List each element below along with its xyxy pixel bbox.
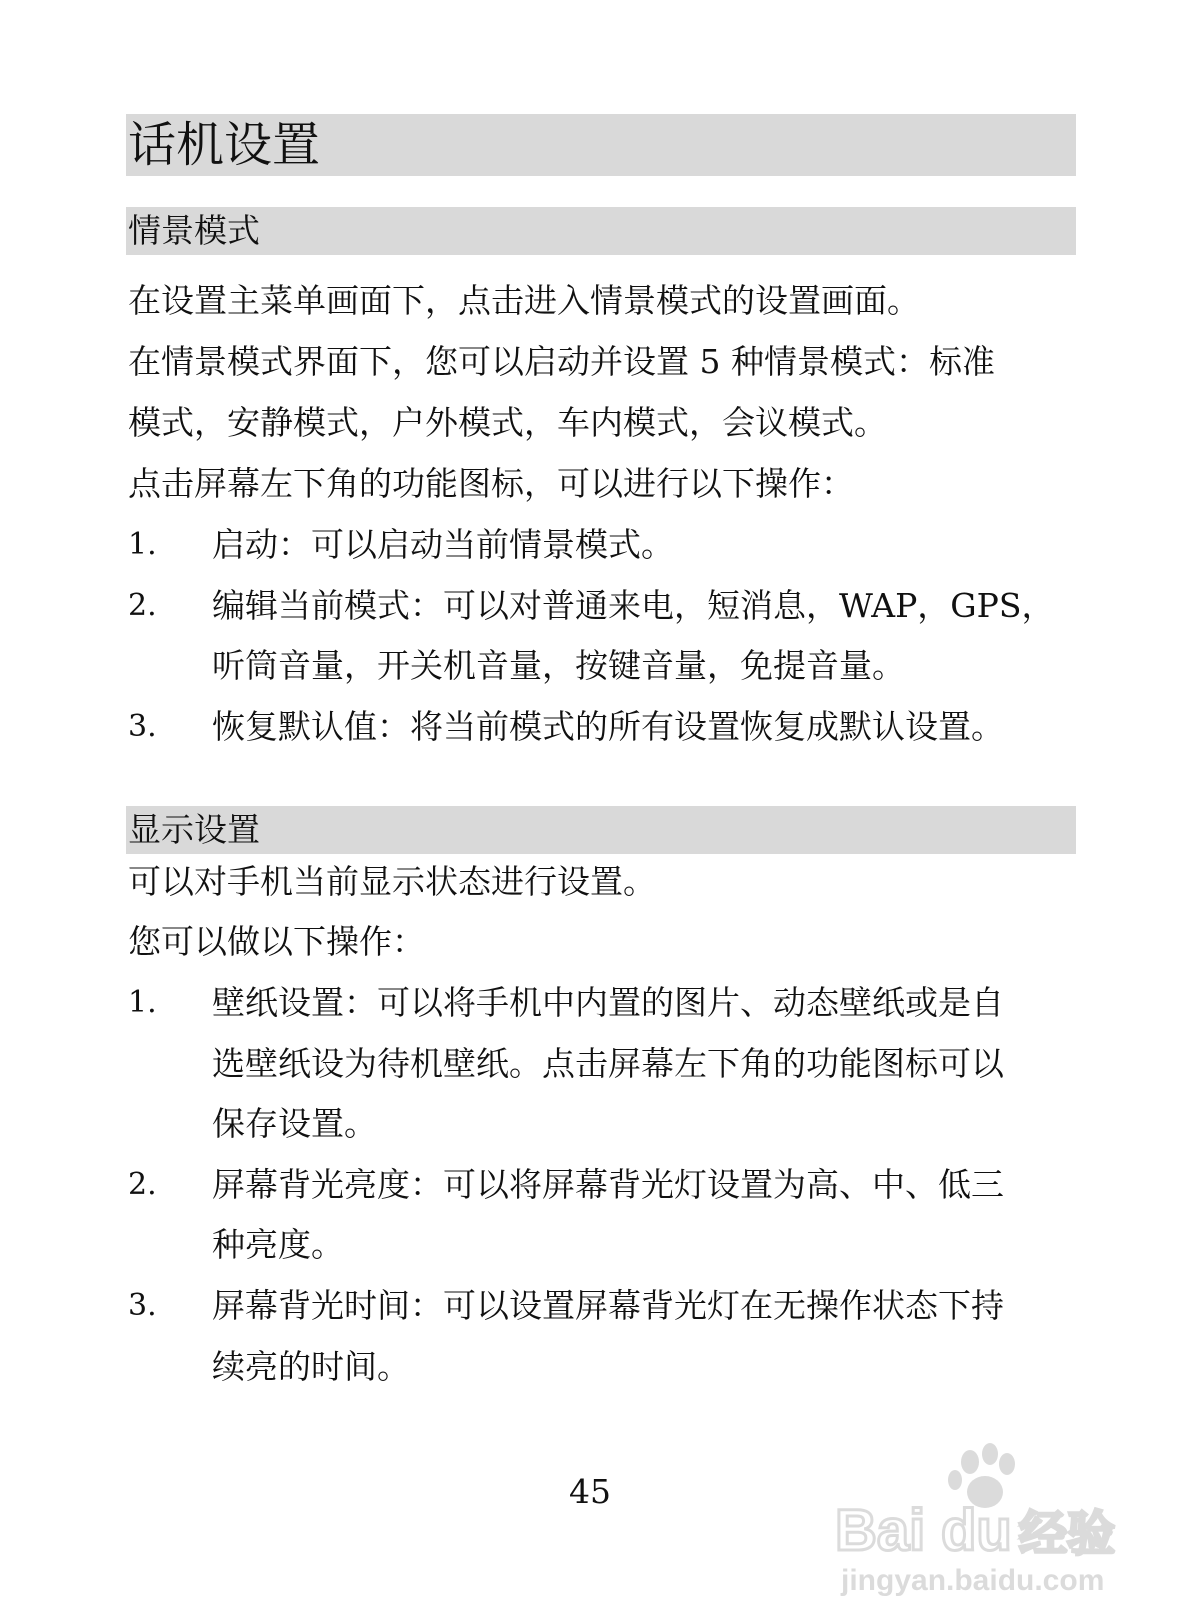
paragraph: 模式，安静模式，户外模式，车内模式，会议模式。 [128,403,887,442]
paragraph: 在情景模式界面下，您可以启动并设置 5 种情景模式：标准 [128,342,995,381]
list-item-text: 恢复默认值：将当前模式的所有设置恢复成默认设置。 [212,707,1004,746]
list-item-text: 续亮的时间。 [212,1347,410,1386]
paragraph: 点击屏幕左下角的功能图标，可以进行以下操作： [128,464,854,503]
list-item-text: 保存设置。 [212,1104,377,1143]
list-item-text: 选壁纸设为待机壁纸。点击屏幕左下角的功能图标可以 [212,1044,1004,1083]
paragraph: 在设置主菜单画面下，点击进入情景模式的设置画面。 [128,281,920,320]
paragraph: 您可以做以下操作： [128,922,425,961]
svg-text:du: du [941,1498,1012,1563]
svg-text:jingyan.baidu.com: jingyan.baidu.com [841,1564,1105,1597]
paragraph: 可以对手机当前显示状态进行设置。 [128,862,656,901]
list-item-text: 屏幕背光亮度：可以将屏幕背光灯设置为高、中、低三 [212,1165,1004,1204]
list-item-text: 启动：可以启动当前情景模式。 [212,525,674,564]
list-item-number: 3. [128,709,157,744]
svg-text:Bai: Bai [835,1498,926,1563]
section-heading-scene-mode: 情景模式 [126,207,1076,255]
list-item-text: 壁纸设置：可以将手机中内置的图片、动态壁纸或是自 [212,983,1004,1022]
svg-text:经验: 经验 [1019,1508,1116,1561]
list-item-text: 屏幕背光时间：可以设置屏幕背光灯在无操作状态下持 [212,1286,1004,1325]
list-item-number: 1. [128,985,157,1020]
list-item-number: 3. [128,1288,157,1323]
list-item-text: 种亮度。 [212,1225,344,1264]
page-title: 话机设置 [126,114,1076,176]
section-heading-display-settings: 显示设置 [126,806,1076,854]
list-item-text: 听筒音量，开关机音量，按键音量，免提音量。 [212,646,905,685]
list-item-number: 1. [128,527,157,562]
page-number: 45 [569,1472,611,1511]
list-item-number: 2. [128,1167,157,1202]
list-item-text: 编辑当前模式：可以对普通来电，短消息，WAP，GPS， [212,586,1055,625]
baidu-jingyan-watermark-logo [835,1440,1125,1600]
list-item-number: 2. [128,588,157,623]
